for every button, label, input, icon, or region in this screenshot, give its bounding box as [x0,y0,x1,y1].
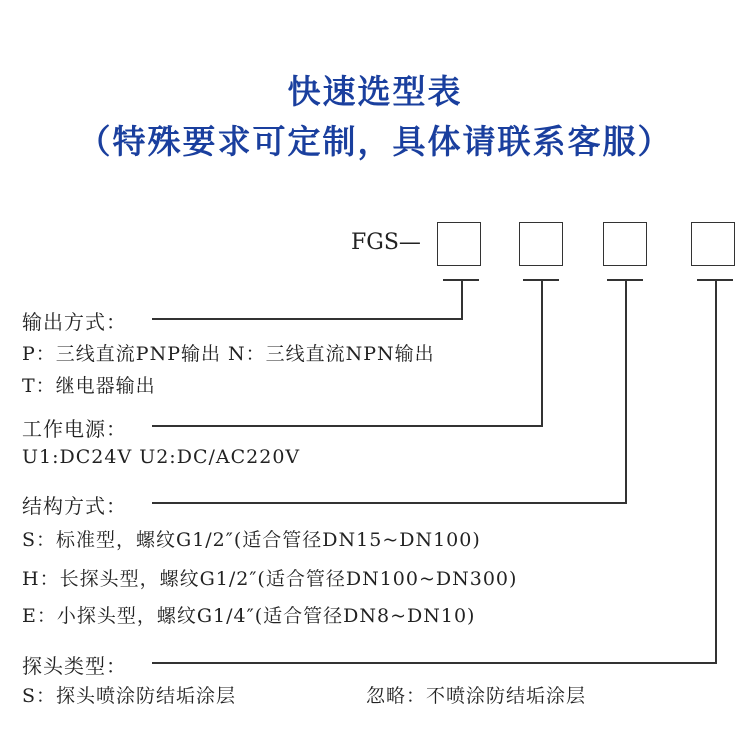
model-code [351,230,421,255]
code-box-1 [437,222,481,266]
connector-horizontal-1 [152,318,463,320]
page-title: 快速选型表 [287,72,463,111]
probe-option-line: 忽略：不喷涂防结垢涂层 [366,685,587,707]
code-box-2 [519,222,563,266]
connector-horizontal-4 [152,662,717,664]
output-option-line: P：三线直流PNP输出 N：三线直流NPN输出 [22,343,435,365]
structure-option-line: H：长探头型，螺纹G1/2″(适合管径DN100~DN300) [22,568,518,590]
structure-option-line: S：标准型，螺纹G1/2″(适合管径DN15~DN100) [22,529,481,551]
code-box-4 [691,222,735,266]
connector-vertical-2 [541,279,543,426]
code-box-3 [603,222,647,266]
connector-vertical-4 [715,279,717,663]
page-subtitle: （特殊要求可定制，具体请联系客服） [77,122,673,161]
section-header-power: 工作电源： [22,417,127,441]
model-dash: — [398,230,421,255]
connector-vertical-1 [461,279,463,319]
power-option-line: U1:DC24V U2:DC/AC220V [22,446,301,468]
output-option-line: T：继电器输出 [22,375,156,397]
model-prefix: FGS [351,230,399,255]
structure-option-line: E：小探头型，螺纹G1/4″(适合管径DN8~DN10) [22,605,476,627]
section-header-structure: 结构方式： [22,494,127,518]
probe-option-line: S：探头喷涂防结垢涂层 [22,685,237,707]
connector-horizontal-2 [152,425,543,427]
connector-horizontal-3 [152,502,627,504]
section-header-output: 输出方式： [22,310,127,334]
section-header-probe: 探头类型： [22,654,127,678]
connector-vertical-3 [625,279,627,503]
